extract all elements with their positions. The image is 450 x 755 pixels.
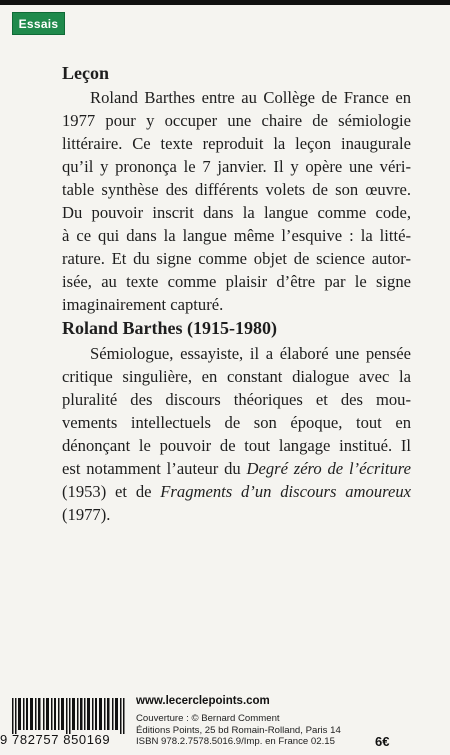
credit-line-isbn: ISBN 978.2.7578.5016.9/Imp. en France 02.15 [136, 736, 335, 747]
publisher-credits [136, 713, 341, 748]
summary-line: 1977 pour y occuper une chaire de sémiologie [62, 111, 411, 130]
isbn-barcode [0, 698, 128, 750]
barcode-bars [12, 698, 126, 734]
author-bio-paragraph [62, 342, 411, 526]
credit-line-cover: Couverture : © Bernard Comment [136, 713, 280, 724]
bio-line-with-title [62, 457, 411, 480]
bio-line-with-title [62, 480, 411, 503]
bio-line-text: est notamment l’auteur du [62, 459, 247, 478]
summary-line: table synthèse des différents volets de son œuvre. [62, 180, 411, 199]
publisher-website-link[interactable]: www.lecerclepoints.com [136, 695, 270, 707]
bio-line: critique singulière, en constant dialogue avec la [62, 367, 411, 386]
section-title-author: Roland Barthes (1915-1980) [62, 318, 277, 338]
bio-line: Sémiologue, essayiste, il a élaboré une pensée [90, 344, 411, 363]
summary-line: isée, au texte comme plaisir d’être par le signe [62, 272, 411, 291]
book-title-degre-zero: Degré zéro de l’écriture [246, 459, 411, 478]
summary-line: Roland Barthes entre au Collège de France en [90, 88, 411, 107]
top-edge-bar [0, 0, 450, 5]
price-label: 6€ [375, 734, 390, 749]
summary-line: littéraire. Ce texte reproduit la leçon inaugurale [62, 134, 411, 153]
bio-line: vements intellectuels de son époque, tout en [62, 413, 411, 432]
summary-line: imaginairement capturé. [62, 295, 224, 314]
summary-line: rature. Et du signe comme objet de science autor- [62, 249, 411, 268]
summary-line: qu’il y prononça le 7 janvier. Il y opère une véri- [62, 157, 411, 176]
series-badge: Essais [12, 12, 65, 35]
summary-line: Du pouvoir inscrit dans la langue comme code, [62, 203, 411, 222]
bio-line: dénonçant le pouvoir de tout langage institué. Il [62, 436, 411, 455]
section-title-lecon: Leçon [62, 63, 109, 83]
bio-line-text: (1953) et de [62, 482, 161, 501]
bio-line: pluralité des discours théoriques et des mou- [62, 390, 411, 409]
barcode-digits: 9 782757 850169 [0, 732, 111, 747]
summary-line: à ce qui dans la langue même l’esquive : la litté- [62, 226, 411, 245]
summary-paragraph [62, 86, 411, 316]
credit-line-publisher: Éditions Points, 25 bd Romain-Rolland, Paris 14 [136, 724, 341, 736]
book-title-fragments: Fragments d’un discours amoureux [160, 482, 412, 501]
bio-line: (1977). [62, 505, 111, 524]
